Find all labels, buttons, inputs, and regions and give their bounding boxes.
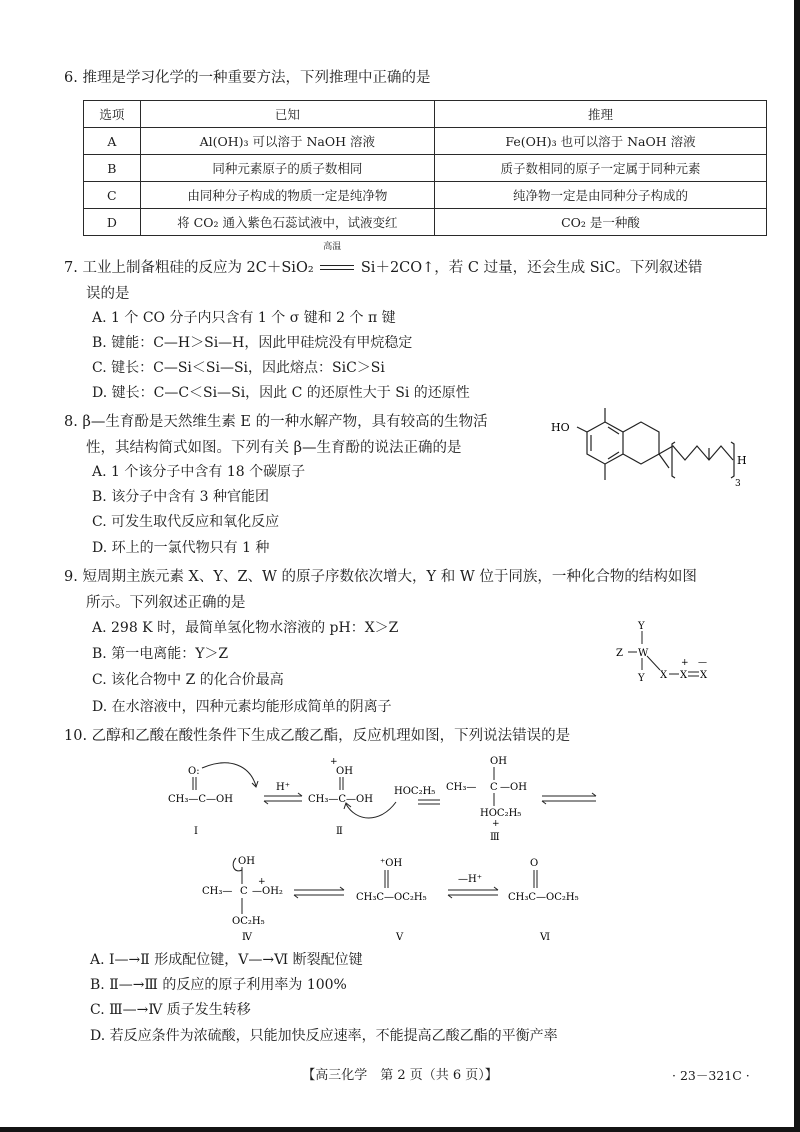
oc2h5-iii: HOC₂H₅ — [480, 808, 522, 819]
label-iii: Ⅲ — [490, 832, 500, 843]
table-cell: Fe(OH)₃ 也可以溶于 NaOH 溶液 — [434, 128, 766, 155]
plus-iv: + — [258, 877, 266, 887]
o-vi: O — [530, 858, 539, 869]
oc2h5-iv: OC₂H₅ — [232, 916, 265, 927]
q7-option-d: D. 键长：C—C＜Si—Si，因此 C 的还原性大于 Si 的还原性 — [92, 385, 470, 401]
acetic-acid-formula: CH₃—C—OH — [168, 794, 233, 805]
q10-option-b: B. Ⅱ—→Ⅲ 的反应的原子利用率为 100% — [90, 977, 347, 993]
label-iv: Ⅳ — [242, 932, 252, 942]
q9-option-c: C. 该化合物中 Z 的化合价最高 — [92, 672, 284, 688]
condition-label: 高温 — [323, 242, 342, 252]
table-cell: 同种元素原子的质子数相同 — [140, 155, 434, 182]
c-iv: C — [240, 886, 248, 897]
beta-tocopherol-structure — [545, 400, 765, 500]
q7-reaction-condition — [320, 242, 354, 280]
oh-iii-top: OH — [490, 756, 507, 767]
q9-stem-line2: 所示。下列叙述正确的是 — [86, 595, 246, 611]
label-ii: Ⅱ — [336, 826, 343, 837]
table-row — [84, 182, 767, 209]
table-cell: CO₂ 是一种酸 — [434, 209, 766, 236]
q7-option-a: A. 1 个 CO 分子内只含有 1 个 σ 键和 2 个 π 键 — [92, 310, 396, 326]
protonated-acid-formula: CH₃—C—OH — [308, 794, 373, 805]
ch3-iv: CH₃— — [202, 886, 233, 897]
label-v: Ⅴ — [396, 932, 404, 942]
repeat-count-label: 3 — [735, 479, 741, 489]
oh-ii: OH — [336, 766, 353, 777]
plus-iii: + — [492, 819, 500, 829]
lone-pair-o: O: — [188, 766, 200, 777]
y-atom-bottom: Y — [638, 673, 645, 684]
q9-option-d: D. 在水溶液中，四种元素均能形成简单的阴离子 — [92, 699, 392, 715]
q6-table — [83, 100, 767, 236]
mechanism-row-2 — [196, 852, 616, 942]
minus-proton-label: —H⁺ — [458, 874, 482, 885]
q8-option-d: D. 环上的一氯代物只有 1 种 — [92, 540, 270, 556]
w-atom: W — [638, 648, 649, 659]
table-cell: 质子数相同的原子一定属于同种元素 — [434, 155, 766, 182]
table-cell: 由同种分子构成的物质一定是纯净物 — [140, 182, 434, 209]
plus-ii: + — [330, 757, 338, 767]
table-cell: D — [84, 209, 141, 236]
table-row — [84, 155, 767, 182]
q10-stem: 10. 乙醇和乙酸在酸性条件下生成乙酸乙酯，反应机理如图，下列说法错误的是 — [64, 728, 571, 744]
oh-iii-right: —OH — [500, 782, 527, 793]
xyzw-compound-structure — [608, 618, 728, 688]
table-cell: Al(OH)₃ 可以溶于 NaOH 溶液 — [140, 128, 434, 155]
ethanol-label: HOC₂H₅ — [394, 786, 436, 797]
terminal-h-label: H — [737, 454, 747, 467]
q7-stem-part-a: 7. 工业上制备粗硅的反应为 2C＋SiO₂ — [64, 260, 314, 276]
ch3-iii: CH₃— — [446, 782, 477, 793]
q8-option-c: C. 可发生取代反应和氧化反应 — [92, 514, 280, 530]
table-cell: A — [84, 128, 141, 155]
q7-option-c: C. 键长：C—Si＜Si—Si，因此熔点：SiC＞Si — [92, 360, 385, 376]
q10-option-a: A. Ⅰ—→Ⅱ 形成配位键，Ⅴ—→Ⅵ 断裂配位键 — [90, 952, 363, 968]
table-row — [84, 128, 767, 155]
q7-stem-line1 — [64, 242, 703, 280]
y-atom-top: Y — [638, 621, 645, 632]
page-footer: 【高三化学 第 2 页（共 6 页）】 — [302, 1068, 498, 1083]
label-i: Ⅰ — [194, 826, 198, 837]
q10-option-d: D. 若反应条件为浓硫酸，只能加快反应速率，不能提高乙酸乙酯的平衡产率 — [90, 1028, 558, 1044]
q7-stem-part-b: Si＋2CO↑，若 C 过量，还会生成 SiC。下列叙述错 — [360, 260, 703, 276]
table-cell: B — [84, 155, 141, 182]
paper-code: · 23－321C · — [672, 1068, 750, 1083]
x-atom-2: X — [680, 670, 688, 681]
scan-edge-bottom — [0, 1127, 800, 1132]
ethyl-acetate-formula: CH₃C—OC₂H₅ — [508, 892, 579, 903]
label-vi: Ⅵ — [540, 932, 551, 942]
q10-option-c: C. Ⅲ—→Ⅳ 质子发生转移 — [90, 1002, 251, 1018]
oh-iv-top: OH — [238, 856, 255, 867]
q7-option-b: B. 键能：C—H＞Si—H，因此甲硅烷没有甲烷稳定 — [92, 335, 413, 351]
z-atom: Z — [616, 648, 623, 659]
scan-edge-right — [794, 0, 800, 1132]
hydroxy-label: HO — [551, 421, 570, 434]
x-atom-3: X — [700, 670, 708, 681]
table-header-reasoning: 推理 — [434, 101, 766, 128]
equals-line-bottom — [320, 269, 354, 270]
q8-option-b: B. 该分子中含有 3 种官能团 — [92, 489, 269, 505]
minus-charge: — — [698, 658, 707, 668]
q7-stem-line2: 误的是 — [86, 286, 130, 302]
oh2-iv: —OH₂ — [252, 886, 283, 897]
q9-option-b: B. 第一电离能：Y＞Z — [92, 646, 229, 662]
q8-stem-line1: 8. β—生育酚是天然维生素 E 的一种水解产物，具有较高的生物活 — [64, 414, 488, 430]
mechanism-row-1 — [160, 752, 610, 844]
q8-option-a: A. 1 个该分子中含有 18 个碳原子 — [92, 464, 306, 480]
q9-stem-line1: 9. 短周期主族元素 X、Y、Z、W 的原子序数依次增大，Y 和 W 位于同族，一种化合物的结构如图 — [64, 569, 697, 585]
q8-stem-line2: 性，其结构简式如图。下列有关 β—生育酚的说法正确的是 — [86, 440, 462, 456]
table-header-known: 已知 — [140, 101, 434, 128]
table-header-row — [84, 101, 767, 128]
oh-v: ⁺OH — [380, 858, 403, 869]
table-cell: 纯净物一定是由同种分子构成的 — [434, 182, 766, 209]
table-cell: C — [84, 182, 141, 209]
q9-option-a: A. 298 K 时，最简单氢化物水溶液的 pH：X＞Z — [92, 620, 399, 636]
plus-charge: + — [681, 658, 689, 668]
table-header-option: 选项 — [84, 101, 141, 128]
x-atom-1: X — [660, 670, 668, 681]
q6-stem: 6. 推理是学习化学的一种重要方法，下列推理中正确的是 — [64, 70, 431, 86]
table-row — [84, 209, 767, 236]
equals-line-top — [320, 265, 354, 266]
proton-label: H⁺ — [276, 782, 290, 793]
table-cell: 将 CO₂ 通入紫色石蕊试液中，试液变红 — [140, 209, 434, 236]
c-iii: C — [490, 782, 498, 793]
ester-v-formula: CH₃C—OC₂H₅ — [356, 892, 427, 903]
